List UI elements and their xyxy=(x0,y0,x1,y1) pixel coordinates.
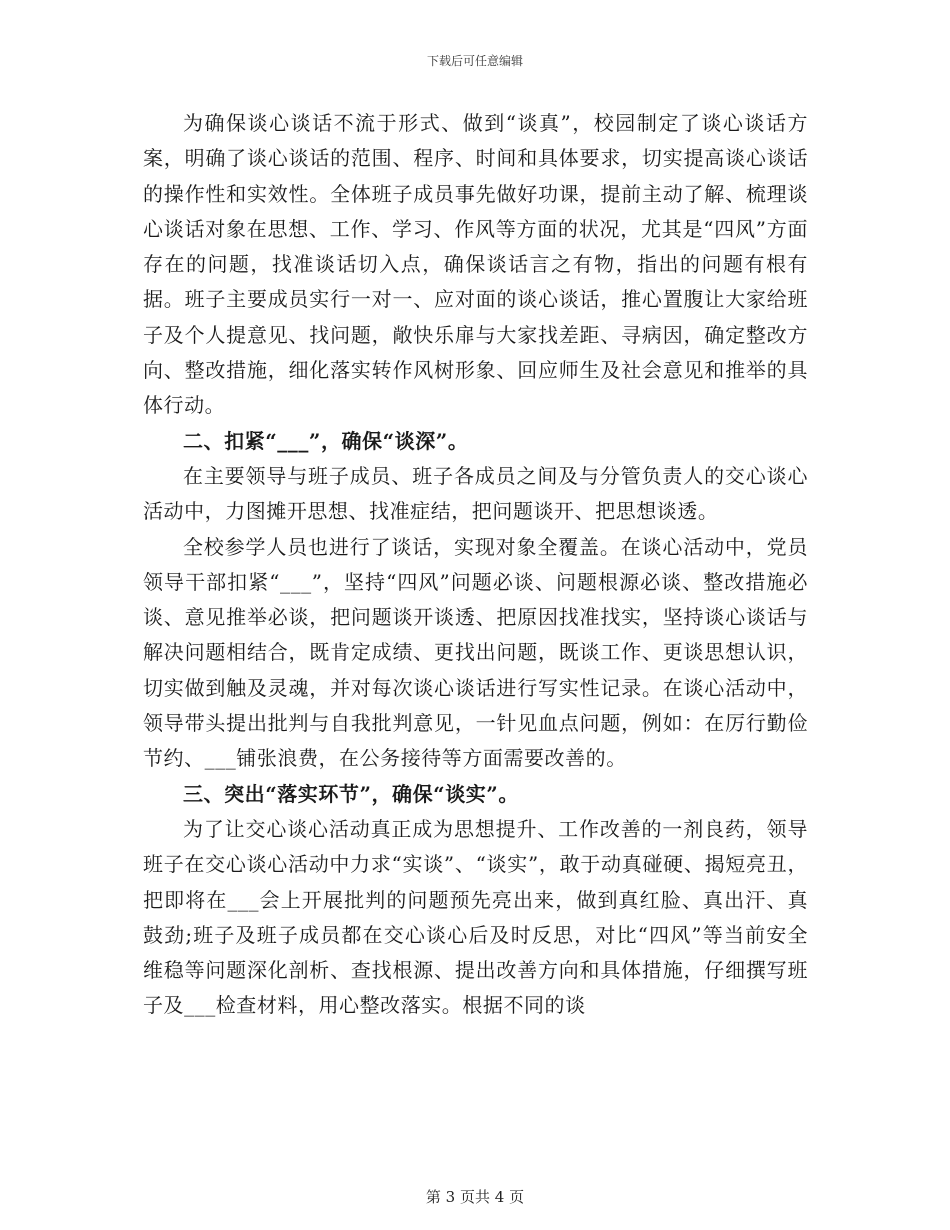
section-heading-talk-real: 三、突出“落实环节”，确保“谈实”。 xyxy=(183,781,519,806)
paragraph-full-coverage: 全校参学人员也进行了谈话，实现对象全覆盖。在谈心活动中，党员领导干部扣紧“___”，坚持“四风”问题必谈、问题根源必谈、整改措施必谈、意见推举必谈，把问题谈开谈透、把原因找准找实，坚持谈心谈话与解决问题相结合，既肯定成绩、更找出问题，既谈工作、更谈思想认识，切实做到触及灵魂，并对每次谈心谈话进行写实性记录。在谈心活动中，领导带头提出批判与自我批判意见，一针见血点问题，例如：在厉行勤俭节约、___铺张浪费，在公务接待等方面需要改善的。 xyxy=(143,534,808,771)
document-body xyxy=(143,106,808,1024)
paragraph-implementation: 为了让交心谈心活动真正成为思想提升、工作改善的一剂良药，领导班子在交心谈心活动中力求“实谈”、“谈实”，敢于动真碰硬、揭短亮丑，把即将在___会上开展批判的问题预先亮出来，做到真红脸、真出汗、真鼓劲;班子及班子成员都在交心谈心后及时反思，对比“四风”等当前安全维稳等问题深化剖析、查找根源、提出改善方向和具体措施，仔细撰写班子及___检查材料，用心整改落实。根据不同的谈 xyxy=(143,816,808,1018)
paragraph-talk-true: 为确保谈心谈话不流于形式、做到“谈真”，校园制定了谈心谈话方案，明确了谈心谈话的范围、程序、时间和具体要求，切实提高谈心谈话的操作性和实效性。全体班子成员事先做好功课，提前主动了解、梳理谈心谈话对象在思想、工作、学习、作风等方面的状况，尤其是“四风”方面存在的问题，找准谈话切入点，确保谈话言之有物，指出的问题有根有据。班子主要成员实行一对一、应对面的谈心谈话，推心置腹让大家给班子及个人提意见、找问题，敞快乐扉与大家找差距、寻病因，确定整改方向、整改措施，细化落实转作风树形象、回应师生及社会意见和推举的具体行动。 xyxy=(143,111,808,418)
page-header: 下载后可任意编辑 xyxy=(426,54,523,68)
paragraph-leaders-talk: 在主要领导与班子成员、班子各成员之间及与分管负责人的交心谈心活动中，力图摊开思想、找准症结，把问题谈开、把思想谈透。 xyxy=(143,463,808,524)
section-heading-talk-deep: 二、扣紧“___”，确保“谈深”。 xyxy=(183,428,469,453)
page-number: 第 3 页共 4 页 xyxy=(425,1188,525,1206)
